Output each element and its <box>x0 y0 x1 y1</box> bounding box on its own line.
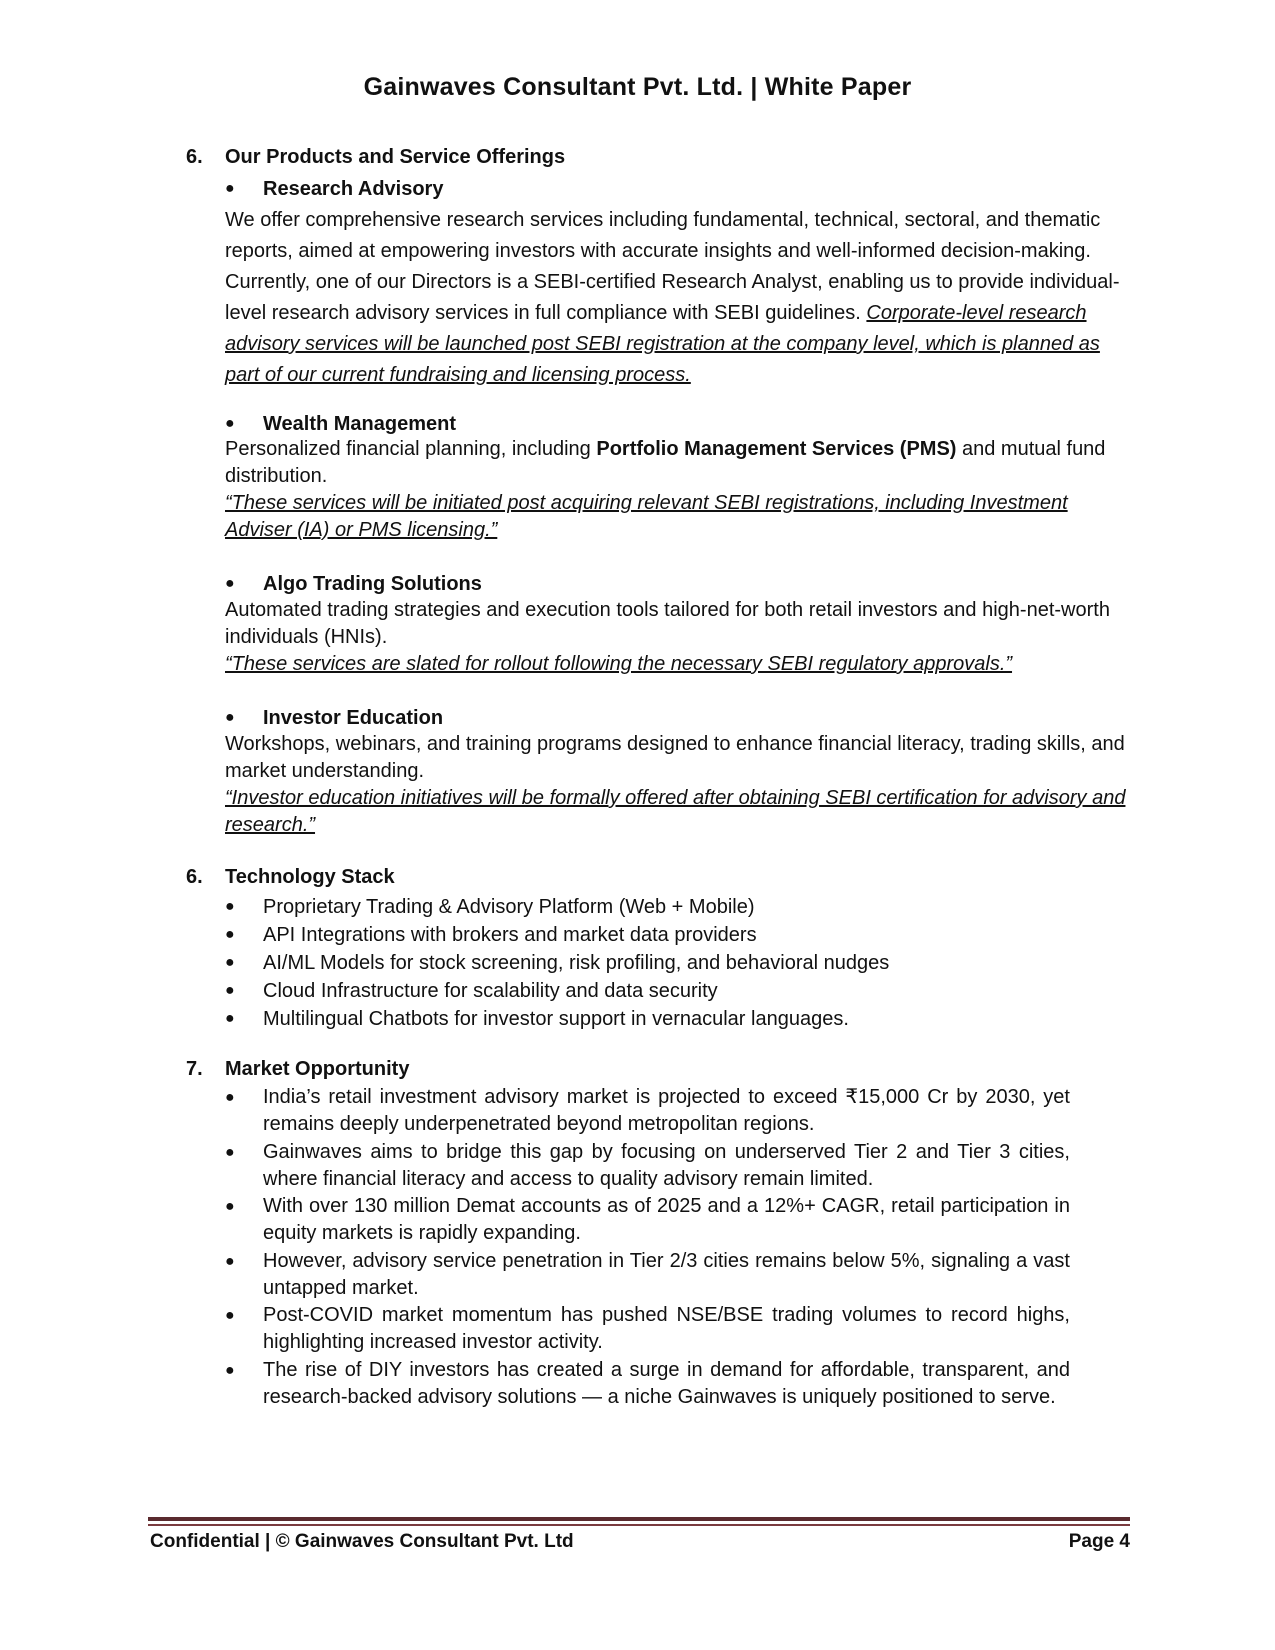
item-description: We offer comprehensive research services including fundamental, technical, sectoral, and thematic reports, aimed at empowering investors with accurate insights and well-informed decision-making. Currently, one of our Directors is a SEBI-certified Research Analyst, enabling us to provide individual-level research advisory services in full compliance with SEBI guidelines. <box>225 209 1120 324</box>
list-item <box>225 921 1070 949</box>
list-item <box>225 1005 1070 1033</box>
footer-confidential: Confidential | © Gainwaves Consultant Pvt. Ltd <box>150 1531 574 1552</box>
item-title: Algo Trading Solutions <box>263 573 482 595</box>
list-item-text: Multilingual Chatbots for investor support in vernacular languages. <box>263 1008 849 1030</box>
list-item <box>225 1139 1070 1193</box>
section-number: 6. <box>186 146 203 168</box>
item-note: Corporate-level research advisory services will be launched post SEBI registration at the company level, which is planned as part of our current fundraising and licensing process. <box>225 302 1100 386</box>
list-item <box>225 949 1070 977</box>
item-description <box>225 436 1130 490</box>
list-item-text: However, advisory service penetration in Tier 2/3 cities remains below 5%, signaling a vast untapped market. <box>263 1250 1070 1299</box>
list-item-algo-trading <box>225 570 1070 598</box>
desc-text: Personalized financial planning, including <box>225 438 597 460</box>
list-item-text: Cloud Infrastructure for scalability and data security <box>263 980 718 1002</box>
list-item-text: With over 130 million Demat accounts as of 2025 and a 12%+ CAGR, retail participation in equity markets is rapidly expanding. <box>263 1195 1070 1244</box>
list-item <box>225 1084 1070 1138</box>
list-item <box>225 1357 1070 1411</box>
section-number: 6. <box>186 866 203 888</box>
section-number: 7. <box>186 1058 203 1080</box>
section-title: Market Opportunity <box>225 1058 410 1080</box>
section-title: Our Products and Service Offerings <box>225 146 566 168</box>
desc-bold-text: Portfolio Management Services (PMS) <box>596 438 957 460</box>
list-item-wealth-management <box>225 410 1070 438</box>
bullet-icon: ● <box>225 415 235 432</box>
list-item-text: Post-COVID market momentum has pushed NSE/BSE trading volumes to record highs, highlighting increased investor activity. <box>263 1304 1070 1353</box>
investor-education-body <box>225 731 1130 839</box>
item-note: “These services are slated for rollout following the necessary SEBI regulatory approvals.” <box>225 653 1013 675</box>
list-item-text: Proprietary Trading & Advisory Platform (Web + Mobile) <box>263 896 755 918</box>
list-item-text: AI/ML Models for stock screening, risk profiling, and behavioral nudges <box>263 952 890 974</box>
section-heading-technology <box>186 866 395 889</box>
bullet-icon: ● <box>225 709 235 726</box>
item-description: Workshops, webinars, and training programs designed to enhance financial literacy, trading skills, and market understanding. <box>225 733 1125 782</box>
page-number: Page 4 <box>1068 1531 1130 1552</box>
bullet-icon: ● <box>225 575 235 592</box>
research-advisory-body <box>225 205 1130 391</box>
item-description: Automated trading strategies and execution tools tailored for both retail investors and high-net-worth individuals (HNIs). <box>225 599 1110 648</box>
item-title: Research Advisory <box>263 178 444 200</box>
bullet-icon: ● <box>225 1307 235 1324</box>
bullet-icon: ● <box>225 954 235 971</box>
list-item <box>225 1302 1070 1356</box>
bullet-icon: ● <box>225 1198 235 1215</box>
item-note: “These services will be initiated post acquiring relevant SEBI registrations, including Investment Adviser (IA) or PMS licensing.” <box>225 492 1068 541</box>
item-note: “Investor education initiatives will be formally offered after obtaining SEBI certification for advisory and research.” <box>225 787 1126 836</box>
bullet-icon: ● <box>225 1362 235 1379</box>
list-item <box>225 893 1070 921</box>
bullet-icon: ● <box>225 982 235 999</box>
wealth-management-body <box>225 436 1130 544</box>
section-heading-market <box>186 1058 409 1081</box>
bullet-icon: ● <box>225 926 235 943</box>
item-title: Investor Education <box>263 707 444 729</box>
bullet-icon: ● <box>225 1010 235 1027</box>
bullet-icon: ● <box>225 1089 235 1106</box>
bullet-icon: ● <box>225 180 235 197</box>
list-item-text: API Integrations with brokers and market data providers <box>263 924 757 946</box>
bullet-icon: ● <box>225 1253 235 1270</box>
list-item-text: India’s retail investment advisory market is projected to exceed ₹15,000 Cr by 2030, yet remains deeply underpenetrated beyond metropolitan regions. <box>263 1086 1070 1135</box>
list-item <box>225 977 1070 1005</box>
list-item <box>225 1193 1070 1247</box>
bullet-icon: ● <box>225 1144 235 1161</box>
bullet-icon: ● <box>225 898 235 915</box>
desc-text: and mutual fund distribution. <box>225 438 1106 487</box>
footer-divider <box>148 1524 1130 1526</box>
section-heading-products <box>186 146 565 169</box>
item-title: Wealth Management <box>263 413 456 435</box>
list-item-text: The rise of DIY investors has created a surge in demand for affordable, transparent, and research-backed advisory solutions — a niche Gainwaves is uniquely positioned to serve. <box>263 1359 1070 1408</box>
page-header-title: Gainwaves Consultant Pvt. Ltd. | White Paper <box>363 73 912 101</box>
list-item-research-advisory <box>225 175 1070 203</box>
list-item-investor-education <box>225 704 1070 732</box>
section-title: Technology Stack <box>225 866 395 888</box>
footer-divider <box>148 1517 1130 1521</box>
algo-trading-body <box>225 597 1130 678</box>
list-item <box>225 1248 1070 1302</box>
list-item-text: Gainwaves aims to bridge this gap by focusing on underserved Tier 2 and Tier 3 cities, where financial literacy and access to quality advisory remain limited. <box>263 1141 1070 1190</box>
